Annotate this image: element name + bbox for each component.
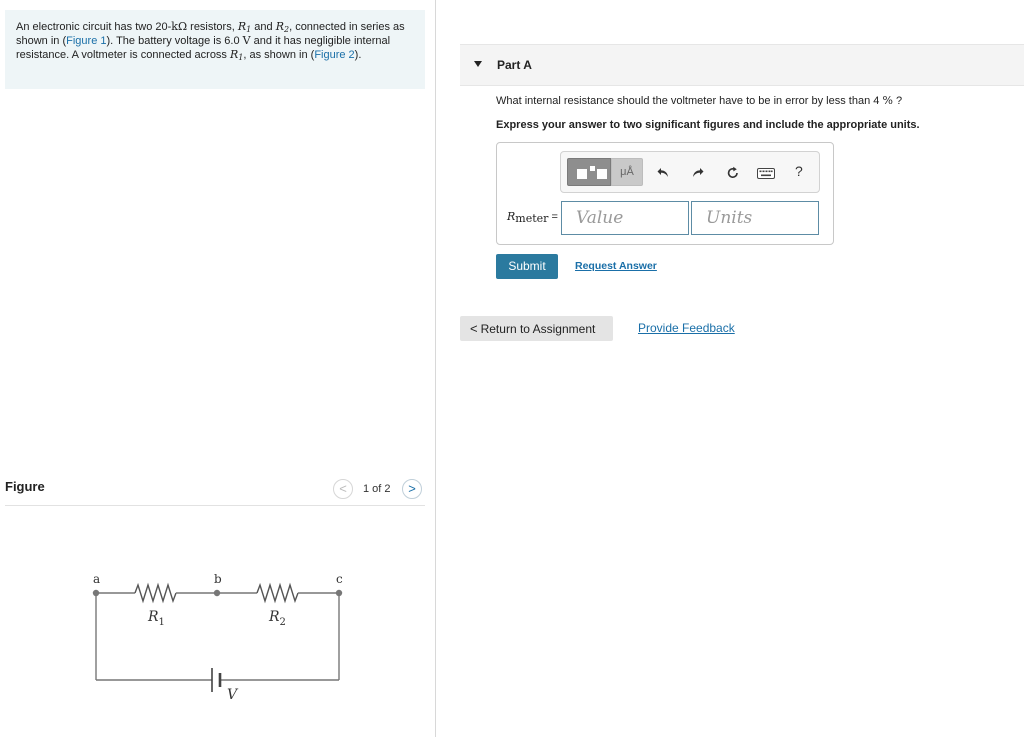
instructions-text: Express your answer to two significant figures and include the appropriate units. <box>496 119 920 131</box>
collapse-caret-icon[interactable] <box>474 61 482 67</box>
unit-kohm: kΩ <box>171 20 188 33</box>
battery-label: V <box>227 687 238 703</box>
keyboard-icon[interactable] <box>757 167 775 181</box>
figure-title: Figure <box>5 479 45 494</box>
template-box-icon <box>597 169 607 179</box>
resistor-r2-symbol <box>257 585 298 601</box>
units-button[interactable]: μÅ <box>611 158 643 186</box>
resistor-r1-symbol <box>135 585 176 601</box>
template-button[interactable] <box>567 158 611 186</box>
reset-icon[interactable] <box>726 166 740 182</box>
answer-lhs-label: $R_{meter}$ = <box>507 210 558 225</box>
chevron-left-icon: < <box>470 321 478 336</box>
problem-text: , connected in series as shown in ( <box>16 21 405 47</box>
node-c-dot <box>336 590 342 596</box>
circuit-diagram <box>80 565 360 705</box>
node-a-dot <box>93 590 99 596</box>
request-answer-link[interactable]: Request Answer <box>575 260 657 272</box>
part-a-header[interactable] <box>460 44 1024 86</box>
figure-1-link[interactable]: Figure 1 <box>66 35 107 47</box>
percent-symbol: % <box>882 94 893 107</box>
unit-volt: V <box>242 34 251 47</box>
problem-text: , as shown in ( <box>243 49 315 61</box>
redo-icon[interactable] <box>692 166 704 180</box>
figure-2-link[interactable]: Figure 2 <box>314 49 355 61</box>
r2-label: $R_2$ <box>269 609 286 628</box>
value-input[interactable]: Value <box>561 201 689 235</box>
node-c-label: c <box>336 572 343 586</box>
figure-next-button[interactable]: > <box>402 479 422 499</box>
return-label: Return to Assignment <box>480 322 596 336</box>
node-a-label: a <box>93 572 101 586</box>
problem-statement <box>5 10 425 89</box>
figure-pager: 1 of 2 <box>363 483 391 495</box>
undo-icon[interactable] <box>657 166 669 180</box>
template-box-icon <box>577 169 587 179</box>
question-text: What internal resistance should the voltmeter have to be in error by less than 4 % ? <box>496 94 903 107</box>
help-icon[interactable]: ? <box>795 163 803 179</box>
r1-symbol: $R_1$ <box>230 48 244 62</box>
submit-button[interactable]: Submit <box>496 254 558 279</box>
template-box-icon <box>590 166 595 171</box>
problem-text: ). <box>354 49 362 61</box>
units-input[interactable]: Units <box>691 201 819 235</box>
figure-prev-button[interactable]: < <box>333 479 353 499</box>
math-toolbar <box>560 151 820 193</box>
left-column <box>0 0 436 737</box>
answer-box <box>496 142 834 245</box>
problem-text: and <box>251 21 276 33</box>
problem-text: ). The battery voltage is 6.0 <box>106 35 243 47</box>
figure-header <box>5 476 425 506</box>
node-b-dot <box>214 590 220 596</box>
return-to-assignment-button[interactable] <box>460 316 613 341</box>
problem-text: An electronic circuit has two 20- <box>16 21 172 33</box>
problem-text: and it has negligible internal resistance. A voltmeter is connected across <box>16 35 391 61</box>
r2-symbol: $R_2$ <box>275 20 290 34</box>
part-title: Part A <box>497 58 532 72</box>
r1-label: $R_1$ <box>148 609 165 628</box>
provide-feedback-link[interactable]: Provide Feedback <box>638 321 735 335</box>
problem-text: resistors, <box>187 21 238 33</box>
r1-symbol: $R_1$ <box>237 20 252 34</box>
node-b-label: b <box>214 572 222 586</box>
